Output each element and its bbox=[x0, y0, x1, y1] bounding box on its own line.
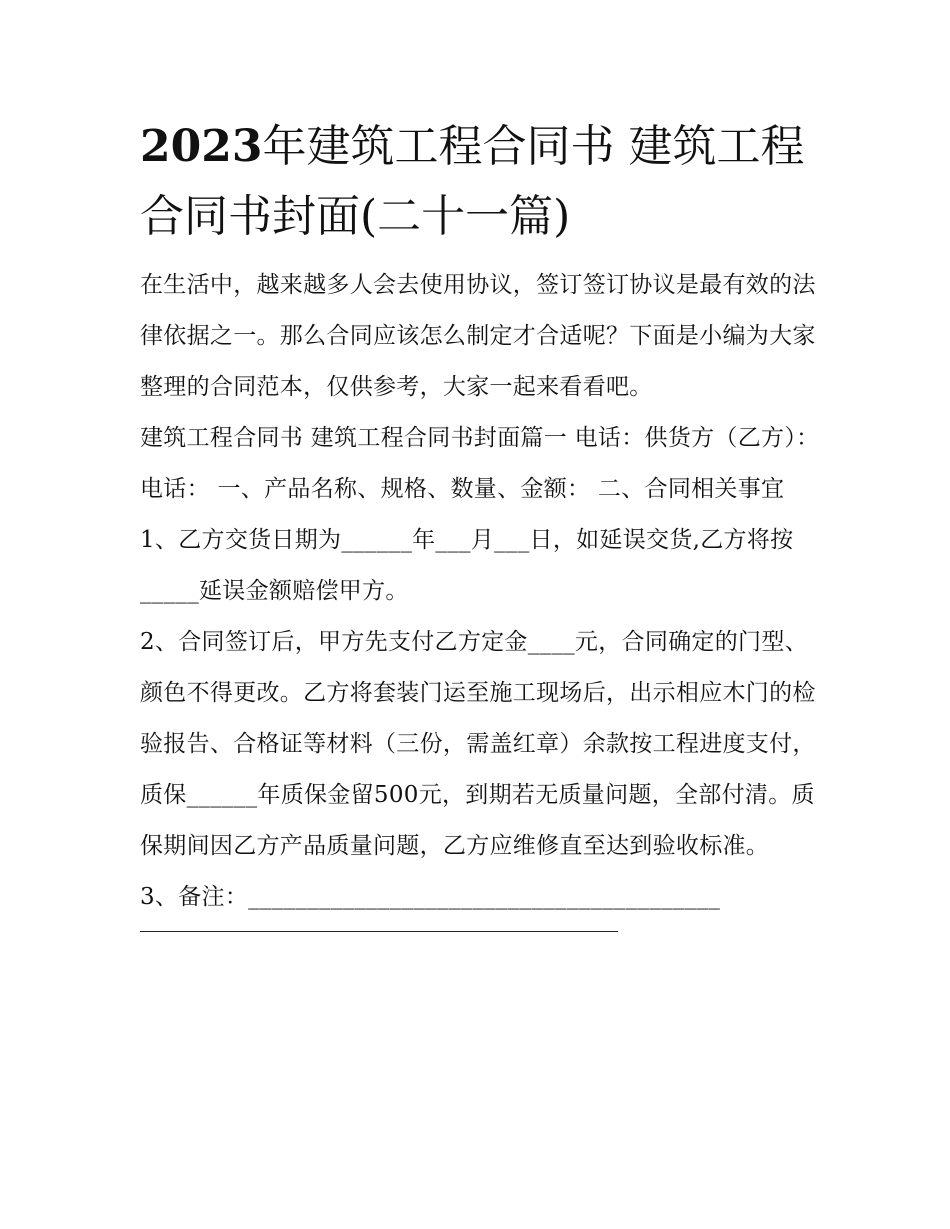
clause-3: 3、备注：________________________________________ bbox=[140, 884, 721, 910]
intro-paragraph: 在生活中，越来越多人会去使用协议，签订签订协议是最有效的法律依据之一。那么合同应该怎么制定才合适呢？下面是小编为大家整理的合同范本，仅供参考，大家一起来看看吧。 bbox=[140, 272, 816, 400]
document-title bbox=[140, 112, 820, 252]
title-text: 年建筑工程合同书 建筑工程合同书封面(二十一篇) bbox=[140, 121, 805, 242]
clause-1: 1、乙方交货日期为______年___月___日，如延误交货,乙方将按_____延误金额赔偿甲方。 bbox=[140, 527, 794, 604]
document-page bbox=[140, 112, 820, 932]
remarks-blank-line bbox=[140, 931, 618, 932]
title-year: 2023 bbox=[140, 121, 263, 172]
section-heading: 建筑工程合同书 建筑工程合同书封面篇一 电话：供货方（乙方）： 电话： 一、产品名称、规格、数量、金额： 二、合同相关事宜 bbox=[140, 425, 820, 502]
clause-2: 2、合同签订后，甲方先支付乙方定金____元，合同确定的门型、颜色不得更改。乙方将套装门运至施工现场后，出示相应木门的检验报告、合格证等材料（三份，需盖红章）余款按工程进度支付，质保______年质保金留500元，到期若无质量问题，全部付清。质保期间因乙方产品质量问题，乙方应维修直至达到验收标准。 bbox=[140, 629, 816, 859]
